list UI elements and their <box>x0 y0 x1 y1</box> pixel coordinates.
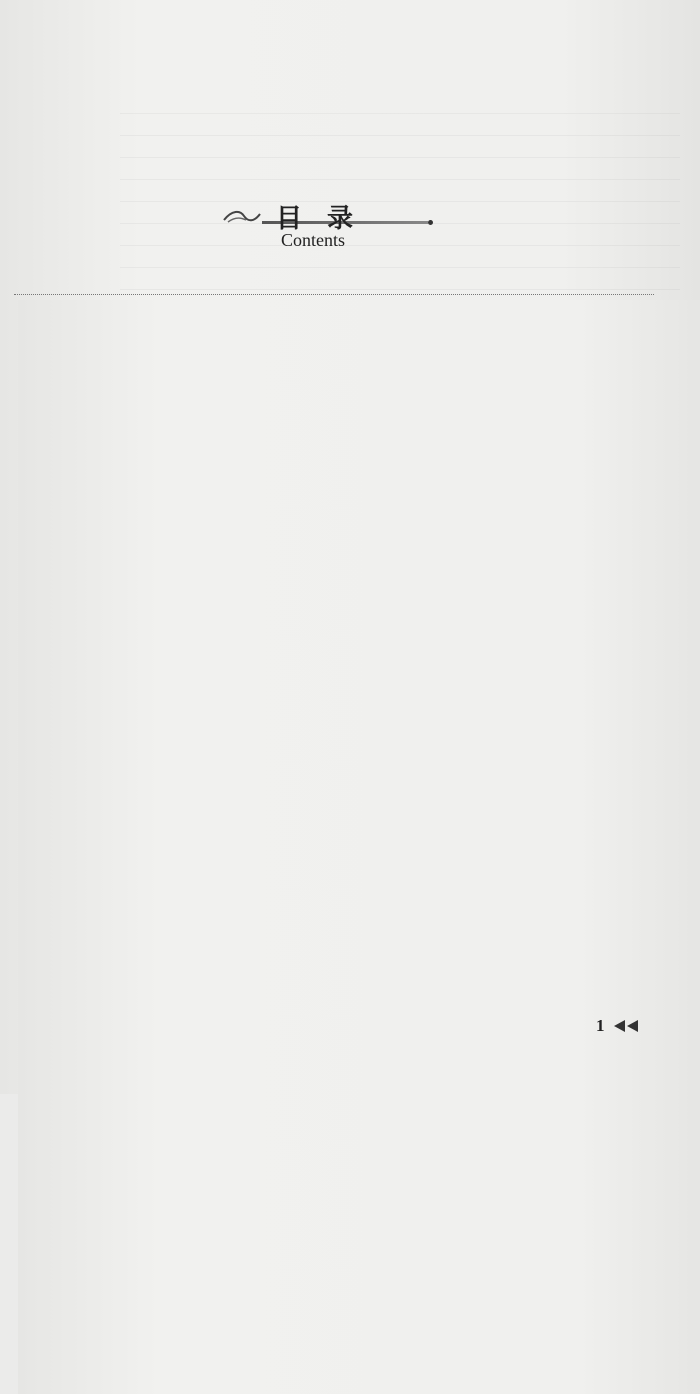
double-left-arrow-icon <box>613 1020 639 1032</box>
header-rule-dot <box>428 220 433 225</box>
toc-subtitle: Contents <box>281 230 346 250</box>
toc-section-entry[interactable] <box>18 932 650 955</box>
toc-header <box>0 198 700 258</box>
toc-entry-page <box>18 300 700 1394</box>
page-number: 1 <box>596 1016 605 1035</box>
toc-list <box>18 300 650 955</box>
divider <box>14 294 654 295</box>
bleed-through-text <box>120 92 680 292</box>
toc-title: 目 录 <box>276 204 362 234</box>
page-footer <box>596 1016 639 1036</box>
swirl-ornament-icon <box>222 206 262 226</box>
